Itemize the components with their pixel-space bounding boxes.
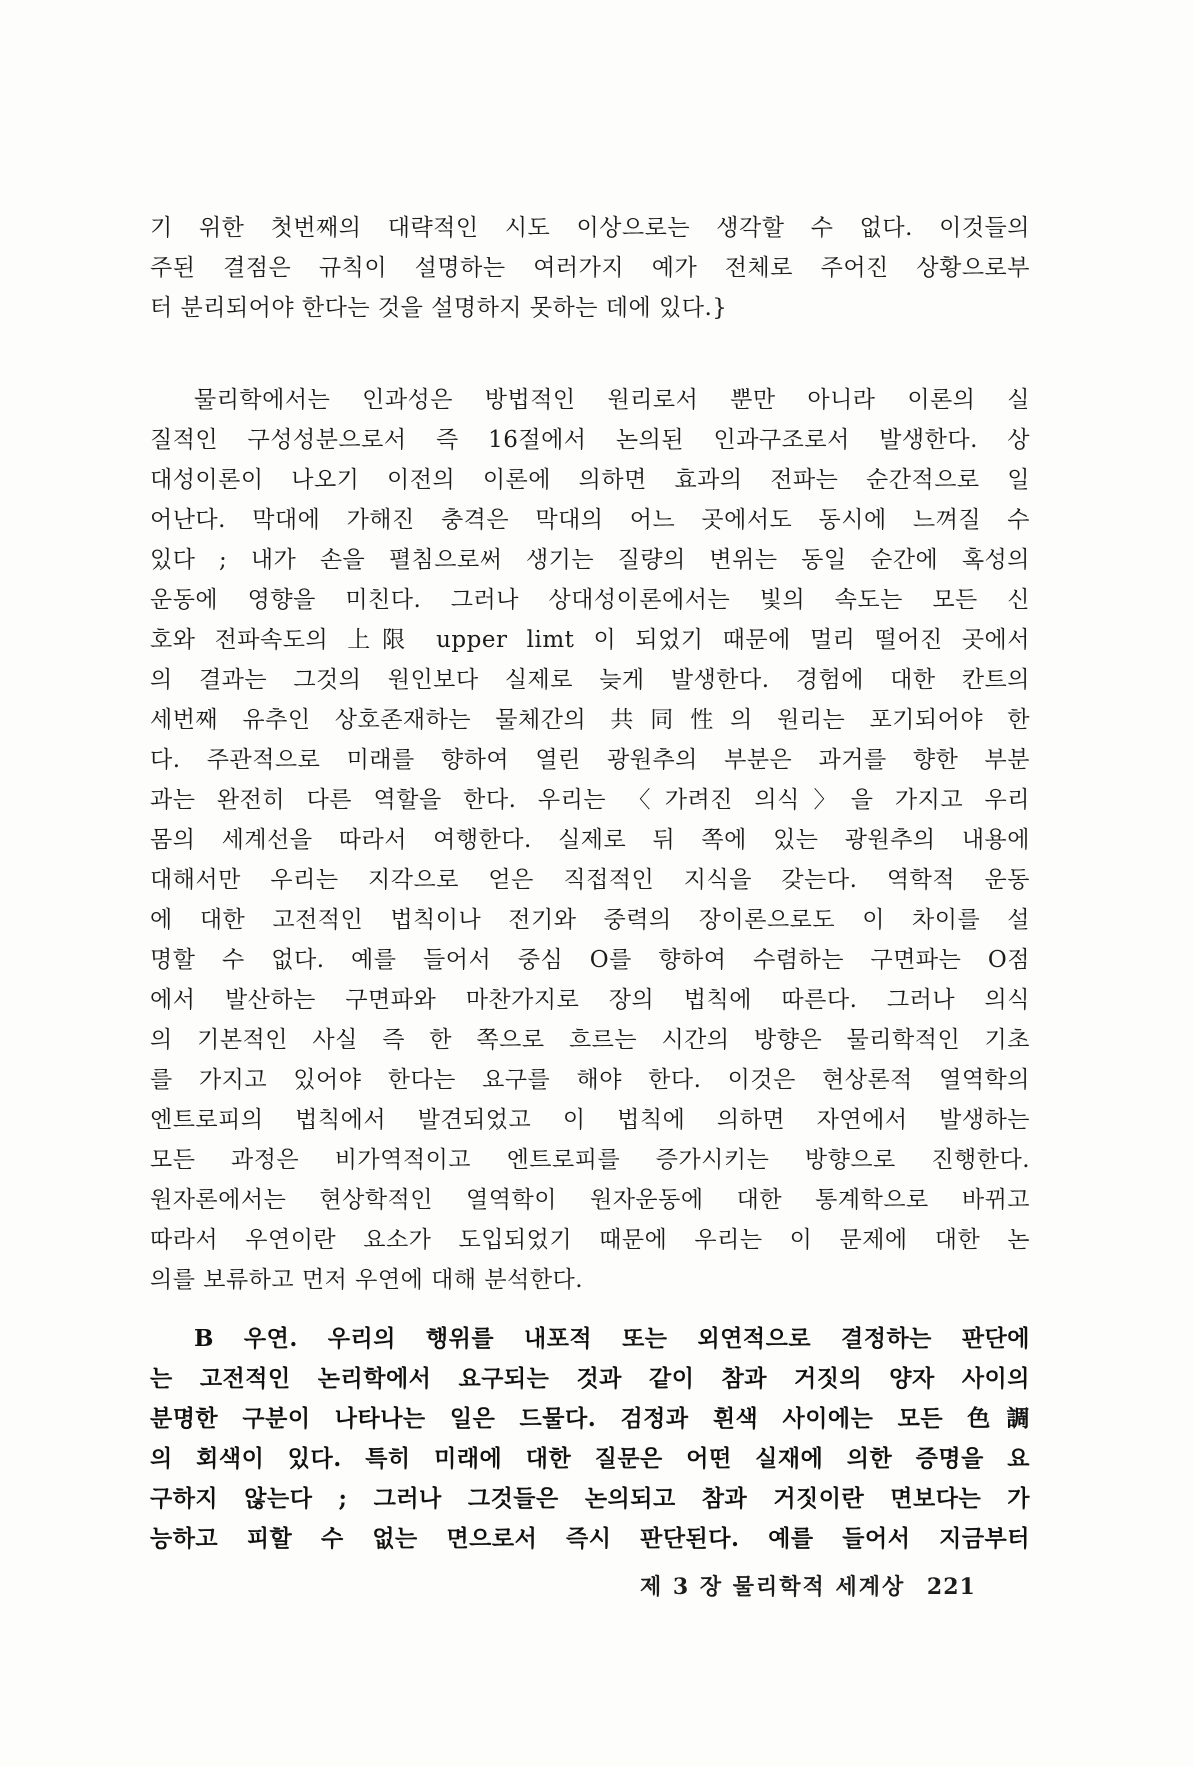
text-line: 에서 발산하는 구면파와 마찬가지로 장의 법칙에 따른다. 그러나 의식 [150,987,1030,1013]
paragraph-causality [150,380,1030,1300]
running-footer [640,1569,1000,1605]
text-line: 다. 주관적으로 미래를 향하여 열린 광원추의 부분은 과거를 향한 부분 [150,747,1030,773]
text-line: 분명한 구분이 나타나는 일은 드물다. 검정과 흰색 사이에는 모든 色調 [150,1405,1030,1432]
text-line: 질적인 구성성분으로서 즉 16절에서 논의된 인과구조로서 발생한다. 상 [150,427,1030,453]
text-line: 물리학에서는 인과성은 방법적인 원리로서 뿐만 아니라 이론의 실 [194,387,1030,413]
text-line: 모든 과정은 비가역적이고 엔트로피를 증가시키는 방향으로 진행한다. [150,1147,1030,1173]
text-line: 어난다. 막대에 가해진 충격은 막대의 어느 곳에서도 동시에 느껴질 수 [150,507,1030,533]
text-line: 는 고전적인 논리학에서 요구되는 것과 같이 참과 거짓의 양자 사이의 [150,1365,1030,1392]
text-line: 호와 전파속도의 上限 upper limt 이 되었기 때문에 멀리 떨어진 곳에서 [150,627,1030,653]
text-line: 의를 보류하고 먼저 우연에 대해 분석한다. [150,1267,584,1293]
text-line: 구하지 않는다 ; 그러나 그것들은 논의되고 참과 거짓이란 면보다는 가 [150,1485,1030,1512]
text-line: 를 가지고 있어야 한다는 요구를 해야 한다. 이것은 현상론적 열역학의 [150,1067,1030,1093]
text-line: B 우연. 우리의 행위를 내포적 또는 외연적으로 결정하는 판단에 [194,1325,1030,1352]
text-line: 대해서만 우리는 지각으로 얻은 직접적인 지식을 갖는다. 역학적 운동 [150,867,1030,893]
paragraph-chance [150,1319,1030,1559]
text-line: 몸의 세계선을 따라서 여행한다. 실제로 뒤 쪽에 있는 광원추의 내용에 [150,827,1030,853]
text-line: 의 결과는 그것의 원인보다 실제로 늦게 발생한다. 경험에 대한 칸트의 [150,667,1030,693]
text-line: 기 위한 첫번째의 대략적인 시도 이상으로는 생각할 수 없다. 이것들의 [150,215,1030,241]
page-number: 221 [926,1574,976,1600]
text-line: 세번째 유추인 상호존재하는 물체간의 共同性의 원리는 포기되어야 한 [150,707,1030,733]
text-line: 원자론에서는 현상학적인 열역학이 원자운동에 대한 통계학으로 바뀌고 [150,1187,1030,1213]
text-line: 의 회색이 있다. 특히 미래에 대한 질문은 어떤 실재에 의한 증명을 요 [150,1445,1030,1472]
chapter-title: 제 3 장 물리학적 세계상 [640,1574,906,1600]
text-line: 있다 ; 내가 손을 펼침으로써 생기는 질량의 변위는 동일 순간에 혹성의 [150,547,1030,573]
text-line: 에 대한 고전적인 법칙이나 전기와 중력의 장이론으로도 이 차이를 설 [150,907,1030,933]
text-line: 따라서 우연이란 요소가 도입되었기 때문에 우리는 이 문제에 대한 논 [150,1227,1030,1253]
text-line: 운동에 영향을 미친다. 그러나 상대성이론에서는 빛의 속도는 모든 신 [150,587,1030,613]
text-line: 터 분리되어야 한다는 것을 설명하지 못하는 데에 있다.} [150,295,728,321]
text-line: 과는 완전히 다른 역할을 한다. 우리는 〈가려진 의식〉을 가지고 우리 [150,787,1030,813]
text-line: 능하고 피할 수 없는 면으로서 즉시 판단된다. 예를 들어서 지금부터 [150,1525,1030,1552]
paragraph-continued [150,208,1030,328]
text-line: 엔트로피의 법칙에서 발견되었고 이 법칙에 의하면 자연에서 발생하는 [150,1107,1030,1133]
text-line: 의 기본적인 사실 즉 한 쪽으로 흐르는 시간의 방향은 물리학적인 기초 [150,1027,1030,1053]
text-line: 명할 수 없다. 예를 들어서 중심 O를 향하여 수렴하는 구면파는 O점 [150,947,1030,973]
text-line: 주된 결점은 규칙이 설명하는 여러가지 예가 전체로 주어진 상황으로부 [150,255,1030,281]
text-line: 대성이론이 나오기 이전의 이론에 의하면 효과의 전파는 순간적으로 일 [150,467,1030,493]
